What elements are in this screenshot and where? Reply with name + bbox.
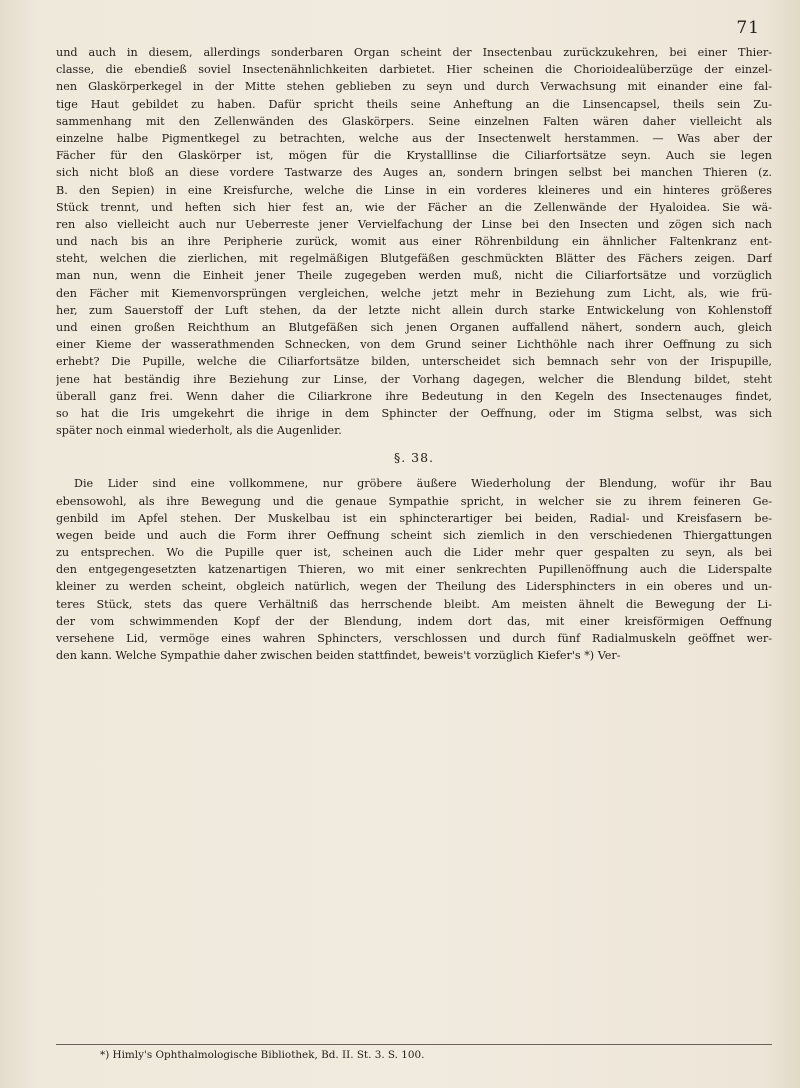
text-line: so hat die Iris umgekehrt die ihrige in dem Sphincter der Oeffnung, oder im Stigma selbst, was sich bbox=[56, 406, 772, 420]
text-line: her, zum Sauerstoff der Luft stehen, da der letzte nicht allein durch starke Entwickelung von Kohlenstoff bbox=[56, 303, 772, 317]
text-line: ebensowohl, als ihre Bewegung und die genaue Sympathie spricht, in welcher sie zu ihrem feineren Ge- bbox=[56, 494, 772, 508]
text-line: überall ganz frei. Wenn daher die Ciliarkrone ihre Bedeutung in den Kegeln des Insectenauges findet, bbox=[56, 389, 772, 403]
text-line: Stück trennt, und heften sich hier fest an, wie der Fächer an die Zellenwände der Hyaloidea. Sie wä- bbox=[56, 200, 772, 214]
text-line: nen Glaskörperkegel in der Mitte stehen geblieben zu seyn und durch Verwachsung mit einander eine fal- bbox=[56, 80, 772, 94]
page-number: 71 bbox=[736, 18, 760, 38]
body-text bbox=[56, 44, 772, 664]
text-line: wegen beide und auch die Form ihrer Oeffnung scheint sich ziemlich in den verschiedenen Thiergattungen bbox=[56, 528, 772, 542]
text-line: der vom schwimmenden Kopf der der Blendung, indem dort das, mit einer kreisförmigen Oeffnung bbox=[56, 614, 772, 628]
text-line: kleiner zu werden scheint, obgleich natürlich, wegen der Theilung des Lidersphincters in ein oberes und un- bbox=[56, 580, 772, 594]
text-line: ren also vielleicht auch nur Ueberreste jener Vervielfachung der Linse bei den Insecten und zögen sich nach bbox=[56, 217, 772, 231]
text-line: und auch in diesem, allerdings sonderbaren Organ scheint der Insectenbau zurückzukehren, bei einer Thier- bbox=[56, 46, 772, 59]
footnote-divider bbox=[56, 1044, 772, 1045]
text-line: sich nicht bloß an diese vordere Tastwarze des Auges an, sondern bringen selbst bei manchen Thieren (z. bbox=[56, 166, 772, 180]
text-line: den kann. Welche Sympathie daher zwischen beiden stattfindet, beweis't vorzüglich Kiefer's *) Ver- bbox=[56, 649, 621, 663]
text-line: Die Lider sind eine vollkommene, nur gröbere äußere Wiederholung der Blendung, wofür ihr Bau bbox=[74, 477, 772, 491]
text-line: und nach bis an ihre Peripherie zurück, womit aus einer Röhrenbildung ein ähnlicher Faltenkranz ent- bbox=[56, 235, 772, 249]
text-line: jene hat beständig ihre Beziehung zur Linse, der Vorhang dagegen, welcher die Blendung bildet, steht bbox=[56, 372, 772, 386]
footnote: *) Himly's Ophthalmologische Bibliothek, Bd. II. St. 3. S. 100. bbox=[100, 1049, 425, 1061]
text-line: einzelne halbe Pigmentkegel zu betrachten, welche aus der Insectenwelt herstammen. — Was aber der bbox=[56, 131, 772, 145]
section-heading: §. 38. bbox=[393, 450, 435, 466]
text-line: genbild im Apfel stehen. Der Muskelbau ist ein sphincterartiger bei beiden, Radial- und Kreisfasern be- bbox=[56, 511, 772, 525]
text-line: classe, die ebendieß soviel Insectenähnlichkeiten darbietet. Hier scheinen die Chorioidealüberzüge der einzel- bbox=[56, 63, 772, 77]
text-line: teres Stück, stets das quere Verhältniß das herrschende bleibt. Am meisten ähnelt die Bewegung der Li- bbox=[56, 597, 772, 611]
text-line: und einen großen Reichthum an Blutgefäßen sich jenen Organen auffallend nähert, sondern auch, gleich bbox=[56, 321, 772, 334]
text-line: versehene Lid, vermöge eines wahren Sphincters, verschlossen und durch fünf Radialmuskeln geöffnet wer- bbox=[56, 632, 772, 645]
text-line: den Fächer mit Kiemenvorsprüngen vergleichen, welche jetzt mehr in Beziehung zum Licht, als, wie frü- bbox=[56, 286, 772, 300]
text-line: erhebt? Die Pupille, welche die Ciliarfortsätze bilden, unterscheidet sich bemnach sehr von der Irispupille, bbox=[56, 355, 772, 369]
text-line: tige Haut gebildet zu haben. Dafür spricht theils seine Anheftung an die Linsencapsel, theils sein Zu- bbox=[56, 97, 772, 111]
paragraph-1 bbox=[56, 44, 772, 439]
text-line: zu entsprechen. Wo die Pupille quer ist, scheinen auch die Lider mehr quer gespalten zu seyn, als bei bbox=[56, 546, 772, 560]
text-line: Fächer für den Glaskörper ist, mögen für die Krystalllinse die Ciliarfortsätze seyn. Auch sie legen bbox=[56, 149, 772, 163]
text-line: steht, welchen die zierlichen, mit regelmäßigen Blutgefäßen geschmückten Blätter des Fächers zeigen. Darf bbox=[56, 252, 772, 266]
text-line: einer Kieme der wasserathmenden Schnecken, von dem Grund seiner Lichthöhle nach ihrer Oeffnung zu sich bbox=[56, 338, 772, 352]
text-line: B. den Sepien) in eine Kreisfurche, welche die Linse in ein vorderes kleineres und ein hinteres größeres bbox=[56, 183, 772, 197]
text-line: später noch einmal wiederholt, als die Augenlider. bbox=[56, 424, 342, 438]
text-line: den entgegengesetzten katzenartigen Thieren, wo mit einer senkrechten Pupillenöffnung auch die Liderspalte bbox=[56, 563, 772, 577]
paragraph-2 bbox=[56, 475, 772, 664]
text-line: sammenhang mit den Zellenwänden des Glaskörpers. Seine einzelnen Falten wären daher vielleicht als bbox=[56, 114, 772, 128]
text-line: man nun, wenn die Einheit jener Theile zugegeben werden muß, nicht die Ciliarfortsätze und vorzüglich bbox=[56, 269, 772, 283]
